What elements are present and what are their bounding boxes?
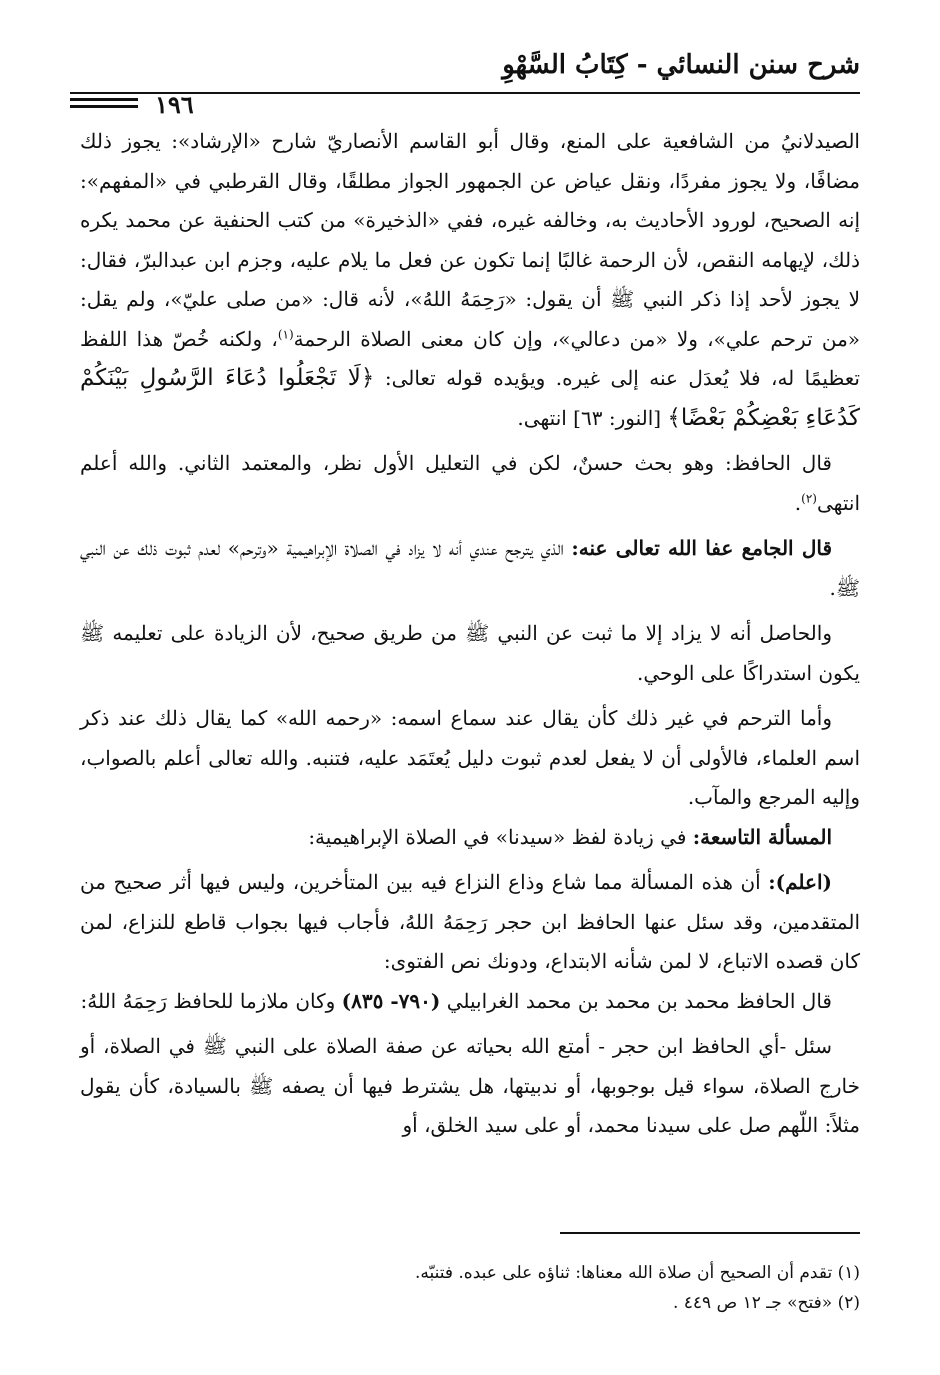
p1-continuation: ، ولكنه خُصّ هذا اللفظ تعظيمًا له، فلا يُعدَل عنه إلى غيره. ويؤيده قوله تعالى: xyxy=(80,326,860,390)
p2-text: قال الحافظ: وهو بحث حسنٌ، لكن في التعليل الأول نظر، والمعتمد الثاني. والله أعلم انتهى xyxy=(80,451,860,515)
p6-text: في زيادة لفظ «سيدنا» في الصلاة الإبراهيمية: xyxy=(308,824,687,849)
p8-text-a: قال الحافظ محمد بن محمد بن محمد الغرابيلي xyxy=(446,988,832,1013)
p9-text: سئل -أي الحافظ ابن حجر - أمتع الله بحياته عن صفة الصلاة على النبي ﷺ في الصلاة، أو خارج الصلاة، سواء قيل بوجوبها، أو ندبيتها، هل يشترط فيها أن يصفه ﷺ بالسيادة، كأن يقول مثلاً: اللّهم صل على سيدنا محمد، أو على سيد الخلق، أو xyxy=(80,1034,860,1137)
p2-end: . xyxy=(794,490,802,515)
p5-text: وأما الترحم في غير ذلك كأن يقال عند سماع اسمه: «رحمه الله» كما يقال ذلك عند ذكر اسم العلماء، فالأولى أن لا يفعل لعدم ثبوت دليل يُعتَمَد عليه، فتنبه. والله تعالى أعلم بالصواب، وإليه المرجع والمآب. xyxy=(80,706,860,809)
double-rule xyxy=(70,98,138,108)
main-text xyxy=(80,122,860,1146)
footnote-rule xyxy=(560,1232,860,1234)
compiler-note-heading: قال الجامع عفا الله تعالى عنه: xyxy=(571,536,833,560)
footnote-2: (٢) «فتح» جـ ١٢ ص ٤٤٩ . xyxy=(672,1293,860,1313)
paragraph-6 xyxy=(80,818,860,858)
footnotes xyxy=(80,1258,860,1318)
p8-dates: (٧٩٠- ٨٣٥) xyxy=(341,988,441,1013)
paragraph-7 xyxy=(80,863,860,982)
header-title: شرح سنن النسائي - كِتَابُ السَّهْوِ xyxy=(502,50,860,80)
footnote-ref-2: (٢) xyxy=(801,490,817,505)
issue-nine-heading: المسألة التاسعة: xyxy=(692,824,832,849)
paragraph-9 xyxy=(80,1027,860,1146)
footnote-ref-1: (١) xyxy=(277,326,294,341)
page-number: ١٩٦ xyxy=(155,90,194,119)
paragraph-5 xyxy=(80,699,860,818)
paragraph-4 xyxy=(80,614,860,693)
p1-end: [النور: ٦٣] انتهى. xyxy=(517,405,662,430)
paragraph-8 xyxy=(80,982,860,1022)
p7-text: أن هذه المسألة مما شاع وذاع النزاع فيه بين المتأخرين، وليس فيها أثر صحيح من المتقدمين، وقد سئل عنها الحافظ ابن حجر رَحِمَهُ اللهُ، فأجاب فيها بجواب قاطع للنزاع، لمن كان قصده الاتباع، لا لمن شأنه الابتداع، ودونك نص الفتوى: xyxy=(80,870,860,973)
p8-text-b: وكان ملازما للحافظ رَحِمَهُ اللهُ: xyxy=(80,988,336,1013)
paragraph-3 xyxy=(80,529,860,608)
quran-verse: ﴿لَا تَجْعَلُوا دُعَاءَ الرَّسُولِ بَيْنَكُمْ كَدُعَاءِ بَعْضِكُمْ بَعْضًا﴾ xyxy=(80,365,860,431)
paragraph-1 xyxy=(80,122,860,438)
p3-text: الذي يترجح عندي أنه لا يزاد في الصلاة الإبراهيمية «وترحم» لعدم ثبوت ذلك عن النبي ﷺ. xyxy=(80,536,860,600)
paragraph-2 xyxy=(80,444,860,523)
p1-text: الصيدلانيُ من الشافعية على المنع، وقال أبو القاسم الأنصاريّ شارح «الإرشاد»: يجوز ذلك مضافًا، ولا يجوز مفردًا، ونقل عياض عن الجمهور الجواز مطلقًا، وقال القرطبي في «المفهم»: إنه الصحيح، لورود الأحاديث به، وخالفه غيره، ففي «الذخيرة» من كتب الحنفية عن محمد يكره ذلك، لإيهامه النقص، لأن الرحمة غالبًا إنما تكون عن فعل ما يلام عليه، وجزم ابن عبدالبرّ، فقال: لا يجوز لأحد إذا ذكر النبي ﷺ أن يقول: «رَحِمَهُ اللهُ»، لأنه قال: «من صلى عليّ»، ولم يقل: «من ترحم علي»، ولا «من دعالي»، وإن كان معنى الصلاة الرحمة xyxy=(80,129,861,351)
footnote-1: (١) تقدم أن الصحيح أن صلاة الله معناها: ثناؤه على عبده. فتنبّه. xyxy=(414,1263,860,1283)
page-number-row xyxy=(70,92,860,120)
know-heading: (اعلم): xyxy=(768,870,832,894)
p4-text: والحاصل أنه لا يزاد إلا ما ثبت عن النبي ﷺ من طريق صحيح، لأن الزيادة على تعليمه ﷺ يكون استدراكًا على الوحي. xyxy=(80,621,860,685)
